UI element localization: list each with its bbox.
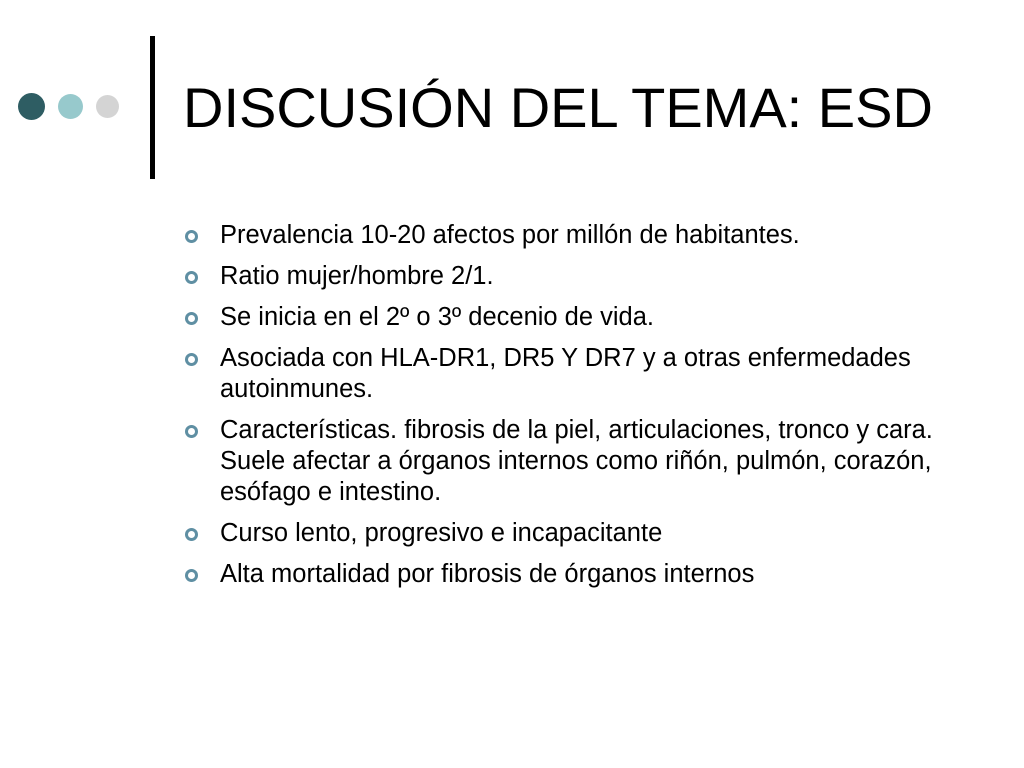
bullet-text: Ratio mujer/hombre 2/1.	[220, 262, 494, 290]
bullet-text: Características. fibrosis de la piel, articulaciones, tronco y cara. Suele afectar a órganos internos como riñón, pulmón, corazón, esófago e intestino.	[220, 416, 933, 506]
circle-bullet-icon	[184, 424, 199, 439]
decorative-dots	[18, 93, 132, 120]
dark-teal-dot-icon	[18, 93, 45, 120]
circle-bullet-icon	[184, 352, 199, 367]
bullet-item	[182, 559, 962, 590]
slide-title: DISCUSIÓN DEL TEMA: ESD	[183, 76, 933, 139]
circle-bullet-icon	[184, 568, 199, 583]
gray-dot-icon	[96, 95, 119, 118]
circle-bullet-icon	[184, 229, 199, 244]
bullet-item	[182, 415, 962, 508]
bullet-text: Alta mortalidad por fibrosis de órganos internos	[220, 560, 755, 588]
bullet-item	[182, 220, 962, 251]
bullet-item	[182, 343, 962, 405]
circle-bullet-icon	[184, 527, 199, 542]
bullet-text: Curso lento, progresivo e incapacitante	[220, 519, 663, 547]
circle-bullet-icon	[184, 270, 199, 285]
bullet-text: Prevalencia 10-20 afectos por millón de habitantes.	[220, 221, 800, 249]
bullet-list	[182, 220, 962, 600]
title-divider	[150, 36, 155, 179]
bullet-text: Se inicia en el 2º o 3º decenio de vida.	[220, 303, 654, 331]
bullet-item	[182, 302, 962, 333]
bullet-item	[182, 518, 962, 549]
bullet-text: Asociada con HLA-DR1, DR5 Y DR7 y a otras enfermedades autoinmunes.	[220, 344, 911, 403]
bullet-item	[182, 261, 962, 292]
light-teal-dot-icon	[58, 94, 83, 119]
circle-bullet-icon	[184, 311, 199, 326]
